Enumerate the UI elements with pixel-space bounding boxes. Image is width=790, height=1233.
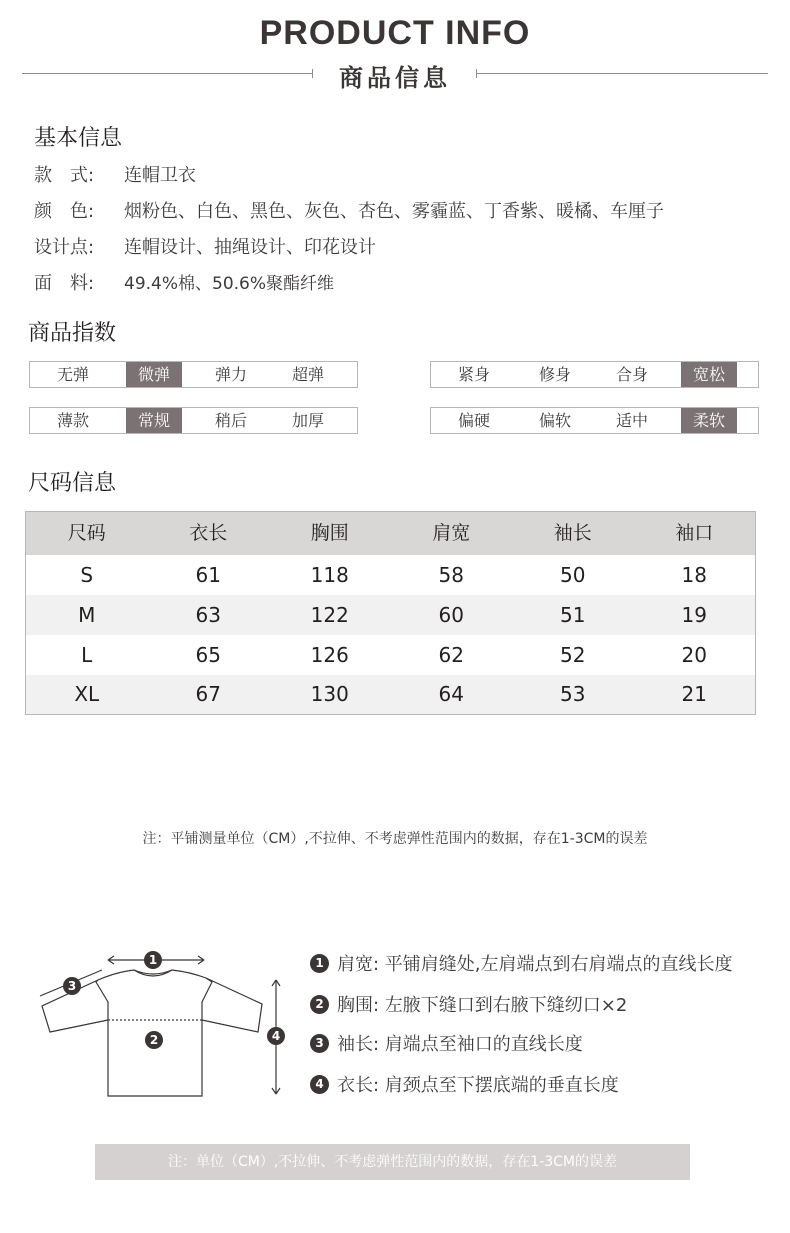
index-option-selected: 柔软 — [681, 408, 737, 433]
size-info-title: 尺码信息 — [28, 471, 117, 496]
table-cell: 20 — [681, 643, 707, 667]
info-label: 面 料: — [34, 273, 95, 294]
index-option-selected: 微弹 — [126, 362, 182, 387]
legend-text: 袖长: 肩端点至袖口的直线长度 — [337, 1034, 583, 1055]
measure-legend-length — [310, 1071, 619, 1097]
info-value: 连帽卫衣 — [124, 165, 196, 186]
fit-index — [430, 361, 759, 388]
index-option: 稍后 — [214, 411, 247, 430]
index-option: 无弹 — [56, 365, 89, 384]
table-cell: 122 — [310, 603, 349, 627]
table-cell: 65 — [195, 643, 221, 667]
table-cell: 62 — [438, 643, 464, 667]
table-cell: 58 — [438, 563, 464, 587]
table-cell: M — [78, 603, 96, 627]
garment-right-sleeve — [202, 978, 262, 1032]
info-row-design — [34, 233, 376, 259]
table-cell: 18 — [681, 563, 707, 587]
index-option: 超弹 — [291, 365, 324, 384]
marker-2-label: 2 — [149, 1033, 159, 1047]
table-row — [26, 595, 755, 635]
table-cell: 126 — [310, 643, 349, 667]
legend-number-badge: 2 — [310, 995, 329, 1014]
table-cell: 52 — [560, 643, 586, 667]
table-header-cell: 袖口 — [675, 522, 714, 544]
legend-number-badge: 4 — [310, 1075, 329, 1094]
legend-text: 衣长: 肩颈点至下摆底端的垂直长度 — [337, 1075, 619, 1096]
table-cell: 64 — [438, 682, 464, 706]
table-row — [26, 555, 755, 595]
info-row-color — [34, 197, 664, 223]
info-label: 颜 色: — [34, 201, 95, 222]
index-option: 薄款 — [56, 411, 89, 430]
thickness-index — [29, 407, 358, 434]
table-cell: 51 — [560, 603, 586, 627]
table-cell: 130 — [310, 682, 349, 706]
garment-measure-diagram — [36, 944, 296, 1100]
info-row-fabric — [34, 269, 334, 295]
measure-legend-shoulder — [310, 950, 733, 976]
table-header-cell: 胸围 — [310, 522, 349, 544]
index-option-selected: 常规 — [126, 408, 182, 433]
table-row — [26, 635, 755, 675]
page-title-cn: 商品信息 — [339, 64, 451, 92]
index-option: 合身 — [615, 365, 648, 384]
legend-text: 肩宽: 平铺肩缝处,左肩端点到右肩端点的直线长度 — [337, 954, 733, 975]
measurement-note: 注：平铺测量单位（CM）,不拉伸、不考虑弹性范围内的数据，存在1-3CM的误差 — [142, 831, 648, 847]
index-option: 紧身 — [457, 365, 490, 384]
info-label: 款 式: — [34, 165, 95, 186]
elasticity-index — [29, 361, 358, 388]
table-cell: 53 — [560, 682, 586, 706]
index-option: 加厚 — [291, 411, 324, 430]
garment-collar — [134, 970, 172, 976]
info-row-style — [34, 161, 196, 187]
legend-text: 胸围: 左腋下缝口到右腋下缝纫口×2 — [337, 995, 628, 1016]
table-header-row — [26, 512, 755, 555]
basic-info-title: 基本信息 — [34, 126, 123, 151]
legend-number-badge: 1 — [310, 954, 329, 973]
index-option: 弹力 — [214, 365, 247, 384]
softness-index — [430, 407, 759, 434]
table-cell: L — [81, 643, 93, 667]
table-cell: 61 — [195, 563, 221, 587]
index-option: 修身 — [538, 365, 571, 384]
legend-number-badge: 3 — [310, 1034, 329, 1053]
table-row — [26, 675, 755, 714]
index-option-selected: 宽松 — [681, 362, 737, 387]
info-value: 连帽设计、抽绳设计、印花设计 — [124, 237, 376, 258]
marker-4-label: 4 — [271, 1029, 281, 1043]
marker-1-label: 1 — [148, 953, 158, 967]
table-cell: 50 — [560, 563, 586, 587]
table-cell: S — [80, 563, 94, 587]
table-header-cell: 尺码 — [67, 522, 106, 544]
info-value: 烟粉色、白色、黑色、灰色、杏色、雾霾蓝、丁香紫、暖橘、车厘子 — [124, 201, 664, 222]
table-cell: 60 — [438, 603, 464, 627]
marker-3-label: 3 — [67, 979, 77, 993]
table-cell: 118 — [310, 563, 349, 587]
page-title-en: PRODUCT INFO — [259, 14, 531, 52]
header-divider-right — [476, 73, 768, 74]
bottom-note-bar: 注：单位（CM）,不拉伸、不考虑弹性范围内的数据，存在1-3CM的误差 — [95, 1144, 690, 1180]
index-option: 适中 — [615, 411, 648, 430]
table-cell: XL — [74, 682, 100, 706]
product-index-title: 商品指数 — [28, 321, 117, 346]
measure-legend-chest — [310, 991, 627, 1017]
index-option: 偏硬 — [457, 411, 490, 430]
table-header-cell: 衣长 — [189, 522, 228, 544]
table-cell: 19 — [681, 603, 707, 627]
measure-legend-sleeve — [310, 1030, 583, 1056]
table-cell: 21 — [681, 682, 707, 706]
size-table — [25, 511, 756, 715]
table-header-cell: 肩宽 — [432, 522, 471, 544]
info-label: 设计点: — [34, 237, 95, 258]
info-value: 49.4%棉、50.6%聚酯纤维 — [124, 274, 335, 294]
table-cell: 67 — [195, 682, 221, 706]
index-option: 偏软 — [538, 411, 571, 430]
table-header-cell: 袖长 — [553, 522, 592, 544]
table-cell: 63 — [195, 603, 221, 627]
